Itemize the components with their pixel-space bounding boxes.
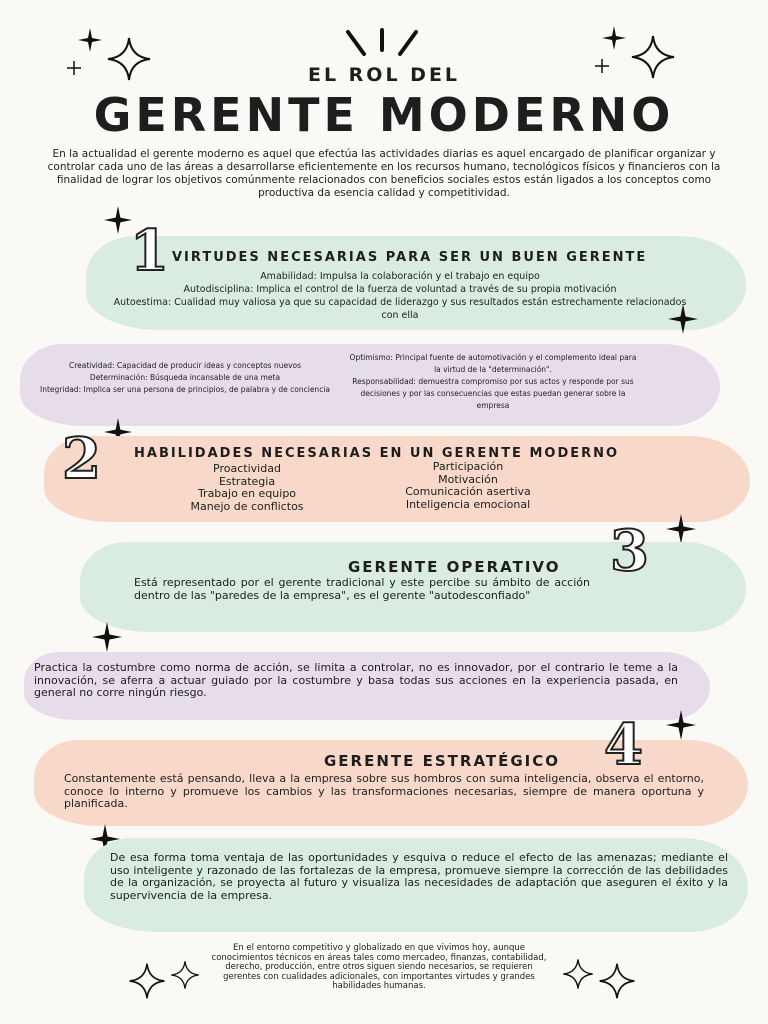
title-top: EL ROL DEL: [307, 64, 461, 86]
skill-item: Participación: [432, 460, 504, 473]
skills-left-list: [160, 463, 334, 513]
sparkle-icon: [666, 710, 696, 740]
operative-text-2: Practica la costumbre como norma de acción, se limita a controlar, no es innovador, por el contrario le teme a la innovación, se aferra a actuar guiado por la costumbre y basa todas sus acciones en la experiencia pasada, en general no corre ningún riesgo.: [34, 661, 678, 699]
section-number-3: 3: [610, 518, 649, 584]
sparkle-outline-icon: [170, 960, 200, 990]
sparkle-outline-icon: [598, 962, 636, 1000]
sparkle-icon: [668, 304, 698, 334]
operative-text-1: Está representado por el gerente tradicional y este percibe su ámbito de acción dentro de las "paredes de la empresa", es el gerente "autodesconfiado": [134, 576, 590, 602]
intro-text: En la actualidad el gerente moderno es aquel que efectúa las actividades diarias es aquel encargado de planificar organizar y controlar cada uno de las áreas a desarrollarse eficientemente en los recursos humano, tecnológicos físicos y financieros con la finalidad de lograr los objetivos comúnmente relacionados con beneficios sociales estos están ligados a los conceptos como productiva da esencia calidad y competitividad.: [47, 148, 721, 199]
section-number-2: 2: [62, 426, 101, 492]
virtue-line: Autoestima: Cualidad muy valiosa ya que su capacidad de liderazgo y sus resultados están estrechamente relacionados con ella: [113, 297, 687, 321]
virtue-line: Optimismo: Principal fuente de automotivación y el complemento ideal para la virtud de la "determinación".: [349, 353, 637, 374]
sparkle-icon: [104, 206, 132, 234]
sparkle-icon: [602, 26, 626, 50]
sparkle-outline-icon: [562, 958, 594, 990]
virtue-line: Amabilidad: Impulsa la colaboración y el trabajo en equipo: [260, 271, 540, 282]
virtues-heading: VIRTUDES NECESARIAS PARA SER UN BUEN GERENTE: [172, 250, 648, 265]
virtue-line: Autodisciplina: Implica el control de la fuerza de voluntad a través de su propia motivación: [183, 284, 617, 295]
skill-item: Comunicación asertiva: [405, 485, 531, 498]
strategic-text-1: Constantemente está pensando, lleva a la empresa sobre sus hombros con suma inteligencia, observa el entorno, conoce lo interno y promueve los cambios y las transformaciones necesarias, siempre de manera oportuna y planificada.: [64, 772, 704, 810]
skill-item: Manejo de conflictos: [190, 499, 304, 513]
virtue-line: Determinación: Búsqueda incansable de una meta: [89, 373, 281, 382]
section-number-1: 1: [130, 218, 169, 284]
sparkle-outline-icon: [128, 962, 166, 1000]
skills-heading: HABILIDADES NECESARIAS EN UN GERENTE MODERNO: [134, 446, 620, 461]
strategic-heading: GERENTE ESTRATÉGICO: [324, 752, 561, 770]
virtue-line: Responsabilidad: demuestra compromiso por sus actos y responde por sus decisiones y por las consecuencias que estas puedan generar sobre la empresa: [352, 377, 634, 410]
virtues-left-list: [26, 360, 344, 396]
strategic-text-2: De esa forma toma ventaja de las oportunidades y esquiva o reduce el efecto de las amenazas; mediante el uso inteligente y razonado de las fortalezas de la empresa, promueve siempre la corrección de las debilidades de la organización, se proyecta al futuro y visualiza las necesidades de adaptación que aseguren el éxito y la supervivencia de la empresa.: [110, 851, 728, 902]
section-number-4: 4: [604, 712, 643, 778]
sparkle-icon: [92, 622, 122, 652]
rays-icon: [344, 28, 420, 58]
virtue-line: Integridad: Implica ser una persona de principios, de palabra y de conciencia: [40, 385, 330, 394]
skill-item: Estrategia: [218, 474, 276, 488]
sparkle-icon: [78, 28, 102, 52]
skill-item: Motivación: [438, 472, 498, 486]
virtues-right-list: [346, 352, 640, 412]
page-title: GERENTE MODERNO: [93, 88, 675, 142]
skills-right-list: [380, 461, 556, 511]
skill-item: Inteligencia emocional: [405, 497, 531, 511]
sparkle-icon: [666, 514, 696, 544]
virtues-list: [110, 270, 690, 322]
skill-item: Trabajo en equipo: [197, 487, 297, 500]
virtue-line: Creatividad: Capacidad de producir ideas y conceptos nuevos: [68, 361, 302, 370]
operative-heading: GERENTE OPERATIVO: [348, 558, 561, 576]
footer-text: En el entorno competitivo y globalizado en que vivimos hoy, aunque conocimientos técnicos en áreas tales como mercadeo, finanzas, contabilidad, derecho, producción, entre otros siguen siendo necesarios, se requieren gerentes con cualidades adicionales, con importantes virtudes y grandes habilidades humanas.: [211, 943, 547, 991]
skill-item: Proactividad: [213, 462, 281, 475]
